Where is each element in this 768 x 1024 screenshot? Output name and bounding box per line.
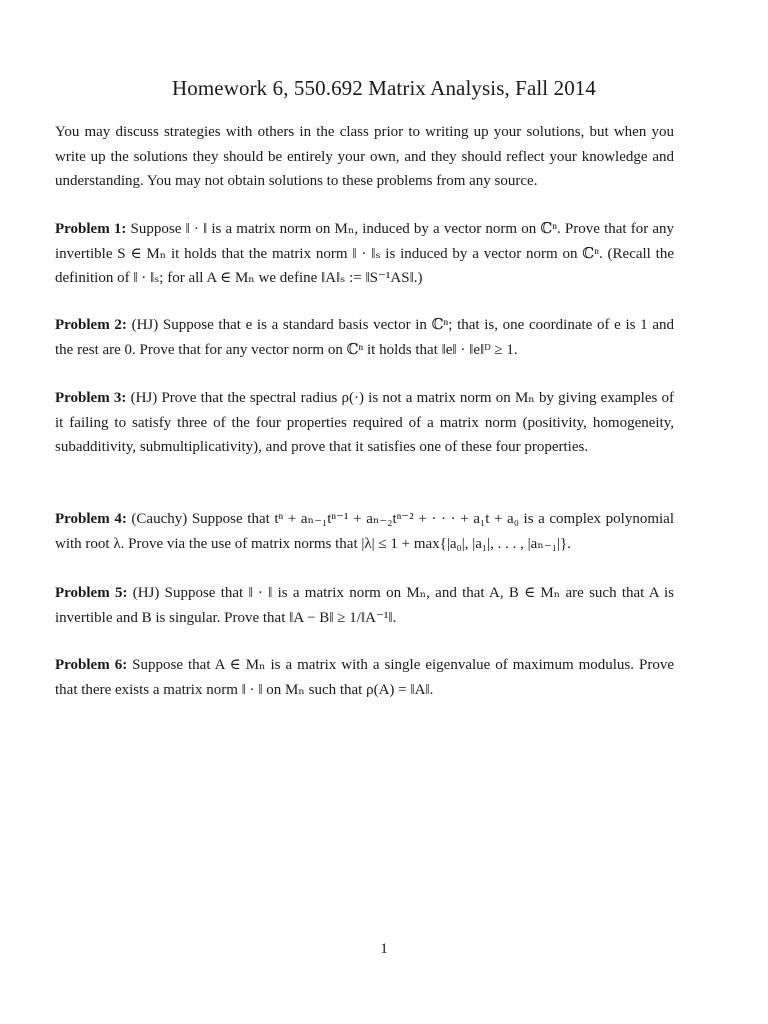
problem-4-text: (Cauchy) Suppose that tⁿ + aₙ₋₁tⁿ⁻¹ + aₙ₋₂tⁿ⁻² + · · · + a₁t + a₀ is a complex polynomial with root λ. Prove via the use of matrix norms that |λ| ≤ 1 + max{|a₀|, |a₁|, . . . , |aₙ₋₁|}. xyxy=(55,511,674,552)
problem-6 xyxy=(55,653,674,702)
problem-3-text: (HJ) Prove that the spectral radius ρ(·) is not a matrix norm on Mₙ by giving examples of it failing to satisfy three of the four properties required of a matrix norm (positivity, homogeneity, subadditivity, submultiplicativity), and prove that it satisfies one of these four properties. xyxy=(55,390,675,455)
problem-2-text: (HJ) Suppose that e is a standard basis vector in ℂⁿ; that is, one coordinate of e is 1 and the rest are 0. Prove that for any vector norm on ℂⁿ it holds that ‖e‖ · ‖e‖ᴰ ≥ 1. xyxy=(55,317,674,358)
problem-5 xyxy=(55,581,674,630)
problem-3 xyxy=(55,386,674,460)
problem-6-label: Problem 6: xyxy=(55,657,128,673)
problem-2-label: Problem 2: xyxy=(55,317,127,333)
page-number: 1 xyxy=(380,941,388,957)
problem-5-text: (HJ) Suppose that ‖ · ‖ is a matrix norm on Mₙ, and that A, B ∈ Mₙ are such that A is invertible and B is singular. Prove that ‖A − B‖ ≥ 1/‖A⁻¹‖. xyxy=(55,585,674,626)
intro-paragraph: You may discuss strategies with others in the class prior to writing up your solutions, but when you write up the solutions they should be entirely your own, and they should reflect your knowledge and understanding. You may not obtain solutions to these problems from any source. xyxy=(55,124,674,189)
problem-5-label: Problem 5: xyxy=(55,585,128,601)
problem-2 xyxy=(55,313,674,362)
problem-6-text: Suppose that A ∈ Mₙ is a matrix with a single eigenvalue of maximum modulus. Prove that there exists a matrix norm ‖ · ‖ on Mₙ such that ρ(A) = ‖A‖. xyxy=(55,657,674,698)
problem-1 xyxy=(55,217,674,291)
problem-4 xyxy=(55,507,674,556)
problem-1-label: Problem 1: xyxy=(55,221,127,237)
problem-1-text: Suppose ‖ · ‖ is a matrix norm on Mₙ, induced by a vector norm on ℂⁿ. Prove that for any invertible S ∈ Mₙ it holds that the matrix norm ‖ · ‖ₛ is induced by a vector norm on ℂⁿ. (Recall the definition of ‖ · ‖ₛ; for all A ∈ Mₙ we define ‖A‖ₛ := ‖S⁻¹AS‖.) xyxy=(55,221,674,286)
problem-3-label: Problem 3: xyxy=(55,390,127,406)
problem-4-label: Problem 4: xyxy=(55,511,127,527)
document-title: Homework 6, 550.692 Matrix Analysis, Fall 2014 xyxy=(172,76,596,100)
